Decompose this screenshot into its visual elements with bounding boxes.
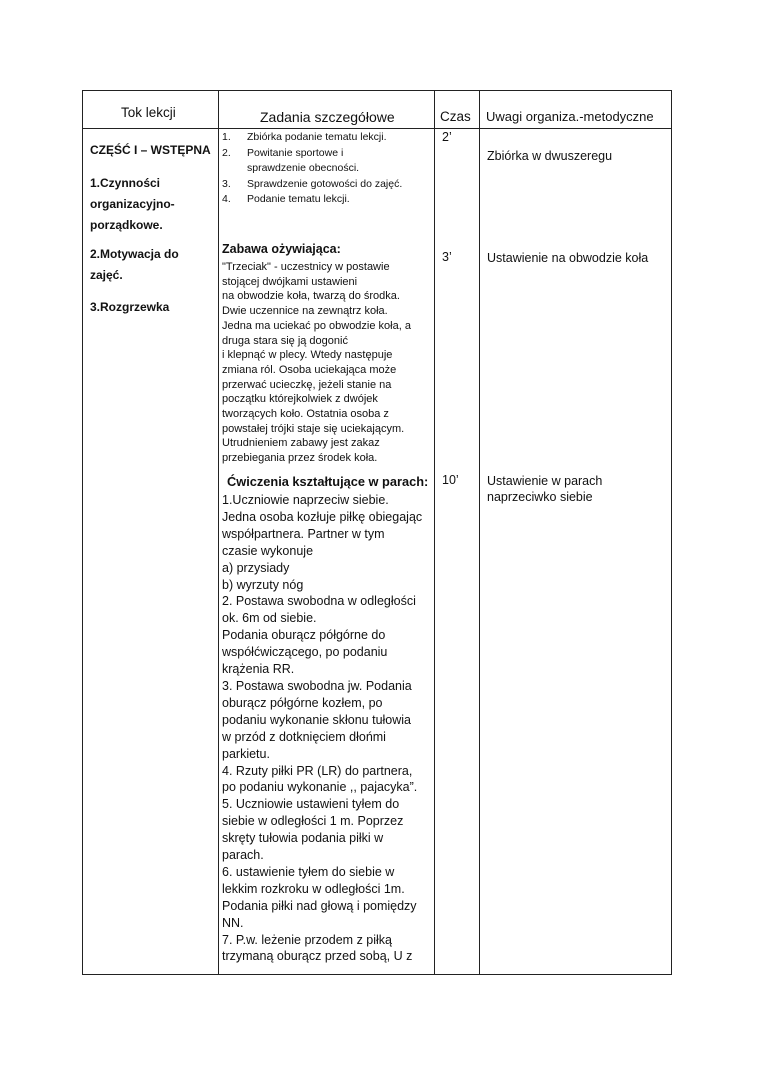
- zabawa-line: Utrudnieniem zabawy jest zakaz: [222, 437, 380, 450]
- zabawa-line: przerwać ucieczkę, jeżeli stanie na: [222, 378, 392, 391]
- task-number: 4.: [222, 193, 231, 205]
- zabawa-line: na obwodzie koła, twarzą do środka.: [222, 290, 400, 303]
- task-number: 1.: [222, 131, 231, 143]
- cwiczenia-line: lekkim rozkroku w odległości 1m.: [222, 881, 405, 896]
- cwiczenia-line: 6. ustawienie tyłem do siebie w: [222, 864, 395, 879]
- cwiczenia-line: parach.: [222, 848, 264, 863]
- cwiczenia-line: ok. 6m od siebie.: [222, 611, 317, 626]
- task-line: Zbiórka podanie tematu lekcji.: [247, 131, 387, 143]
- column-divider-1: [218, 90, 219, 975]
- column-divider-3: [479, 90, 480, 975]
- zabawa-line: Dwie uczennice na zewnątrz koła.: [222, 305, 388, 318]
- uwagi-1: Zbiórka w dwuszeregu: [487, 149, 613, 163]
- header-tok-lekcji: Tok lekcji: [121, 105, 176, 120]
- section-czynnosci-line: 1.Czynności: [90, 176, 161, 190]
- part-title: CZĘŚĆ I – WSTĘPNA: [90, 143, 211, 157]
- zabawa-line: druga stara się ją dogonić: [222, 334, 348, 347]
- cwiczenia-line: NN.: [222, 915, 244, 930]
- cwiczenia-line: w przód z dotknięciem dłońmi: [222, 729, 386, 744]
- zabawa-line: początku którejkolwiek z dwójek: [222, 393, 378, 406]
- zabawa-line: powstałej trójki staje się uciekającym.: [222, 422, 405, 435]
- cwiczenia-line: 7. P.w. leżenie przodem z piłką: [222, 932, 393, 947]
- cwiczenia-line: współpartnera. Partner w tym: [222, 526, 385, 541]
- task-item: [222, 192, 427, 208]
- cwiczenia-title: Ćwiczenia kształtujące w parach:: [227, 474, 429, 489]
- cwiczenia-line: Jedna osoba kozłuje piłkę obiegając: [222, 509, 423, 524]
- cwiczenia-line: 3. Postawa swobodna jw. Podania: [222, 678, 412, 693]
- cwiczenia-line: 1.Uczniowie naprzeciw siebie.: [222, 493, 389, 507]
- zabawa-line: zmiana ról. Osoba uciekająca może: [222, 363, 397, 376]
- header-zadania: Zadania szczegółowe: [260, 109, 395, 125]
- lesson-plan-table: [82, 90, 672, 975]
- cwiczenia-line: parkietu.: [222, 746, 270, 761]
- zabawa-line: tworzących koło. Ostatnia osoba z: [222, 408, 389, 421]
- section-czynnosci-line: porządkowe.: [90, 218, 163, 232]
- czas-3: 10’: [442, 473, 459, 487]
- uwagi-2: Ustawienie na obwodzie koła: [487, 251, 649, 265]
- task-line: sprawdzenie obecności.: [247, 162, 360, 174]
- cwiczenia-line: a) przysiady: [222, 560, 290, 575]
- zabawa-description: [222, 260, 432, 466]
- task-number: 2.: [222, 146, 231, 159]
- zabawa-line: przebiegania przez środek koła.: [222, 452, 378, 465]
- section-czynnosci: [90, 173, 175, 236]
- cwiczenia-line: podaniu wykonanie skłonu tułowia: [222, 712, 412, 727]
- header-divider: [82, 128, 672, 129]
- header-czas: Czas: [440, 109, 471, 124]
- zabawa-line: i klepnąć w plecy. Wtedy następuje: [222, 349, 393, 362]
- cwiczenia-line: 2. Postawa swobodna w odległości: [222, 594, 416, 609]
- uwagi-3-line: Ustawienie w parach: [487, 474, 603, 488]
- zabawa-title: Zabawa ożywiająca:: [222, 242, 341, 256]
- cwiczenia-line: 5. Uczniowie ustawieni tyłem do: [222, 797, 400, 812]
- cwiczenia-line: siebie w odległości 1 m. Poprzez: [222, 814, 404, 829]
- cwiczenia-line: współćwiczącego, po podaniu: [222, 645, 388, 660]
- cwiczenia-line: Podania oburącz półgórne do: [222, 628, 386, 643]
- cwiczenia-line: czasie wykonuje: [222, 543, 314, 558]
- cwiczenia-line: trzymaną oburącz przed sobą, U z: [222, 949, 413, 964]
- section-motywacja-line: 2.Motywacja do: [90, 247, 179, 261]
- cwiczenia-line: b) wyrzuty nóg: [222, 577, 304, 592]
- section-motywacja-line: zajęć.: [90, 268, 123, 282]
- task-item: [222, 130, 427, 146]
- uwagi-3-line: naprzeciwko siebie: [487, 490, 593, 504]
- task-number: 3.: [222, 177, 231, 190]
- cwiczenia-line: krążenia RR.: [222, 662, 295, 677]
- task-line: Powitanie sportowe i: [247, 146, 344, 159]
- cwiczenia-line: oburącz półgórne kozłem, po: [222, 695, 383, 710]
- zabawa-line: Jedna ma uciekać po obwodzie koła, a: [222, 319, 411, 332]
- cwiczenia-line: Podania piłki nad głową i pomiędzy: [222, 898, 417, 913]
- cwiczenia-line: skręty tułowia podania piłki w: [222, 831, 384, 846]
- section-czynnosci-line: organizacyjno-: [90, 197, 175, 211]
- zabawa-line: "Trzeciak" - uczestnicy w postawie: [222, 261, 390, 273]
- table-top-border: [82, 90, 672, 91]
- column-divider-2: [434, 90, 435, 975]
- uwagi-3: [487, 473, 667, 505]
- task-item: [222, 177, 427, 193]
- table-right-border: [671, 90, 672, 975]
- task-line: Sprawdzenie gotowości do zajęć.: [247, 177, 403, 190]
- task-list: [222, 130, 427, 208]
- cwiczenia-description: [222, 492, 432, 965]
- czas-2: 3’: [442, 250, 452, 264]
- table-bottom-border: [82, 974, 672, 975]
- table-left-border: [82, 90, 83, 975]
- section-rozgrzewka: 3.Rozgrzewka: [90, 300, 170, 314]
- cwiczenia-line: 4. Rzuty piłki PR (LR) do partnera,: [222, 763, 413, 778]
- header-uwagi: Uwagi organiza.-metodyczne: [486, 109, 654, 124]
- zabawa-line: stojącej dwójkami ustawieni: [222, 275, 358, 288]
- section-motywacja: [90, 244, 179, 286]
- czas-1: 2’: [442, 130, 452, 144]
- cwiczenia-line: po podaniu wykonanie ,, pajacyka”.: [222, 780, 418, 795]
- task-item: [222, 146, 427, 177]
- task-line: Podanie tematu lekcji.: [247, 193, 350, 205]
